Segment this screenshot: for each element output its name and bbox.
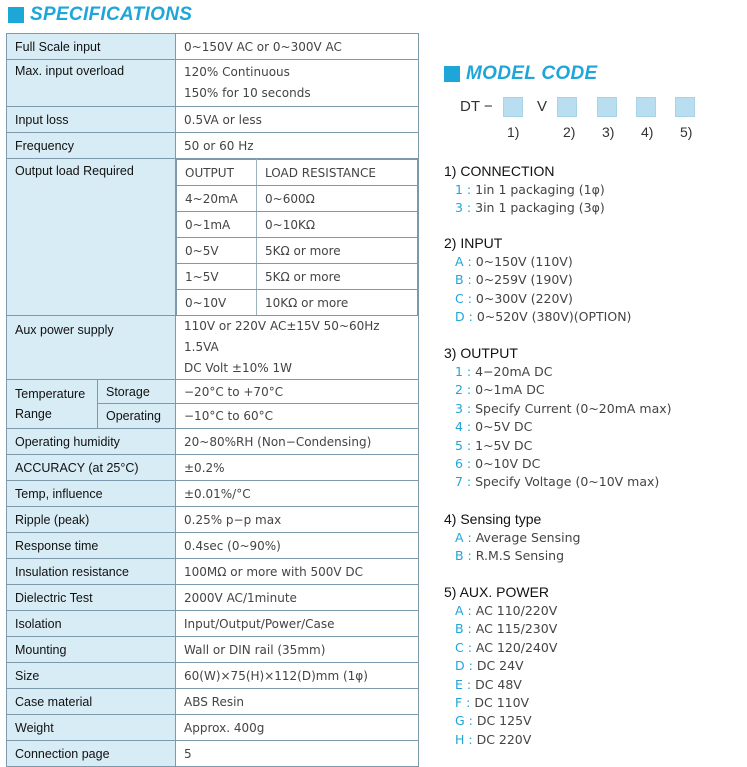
list-item: 2 : 0~1mA DC <box>455 382 545 398</box>
group-title: 5) AUX. POWER <box>444 584 550 600</box>
load-resistance-value: 10KΩ or more <box>257 290 418 316</box>
load-resistance-value: 5KΩ or more <box>257 264 418 290</box>
spec-value: 0~150V AC or 0~300V AC <box>176 34 419 60</box>
code-box-1 <box>503 97 523 117</box>
output-load-grid <box>176 159 418 315</box>
spec-row <box>7 455 419 481</box>
model-mid-letter: V <box>537 98 548 115</box>
item-key: C <box>455 639 464 655</box>
spec-value: 50 or 60 Hz <box>176 133 419 159</box>
spec-label: Dielectric Test <box>7 585 176 611</box>
item-text: 4−20mA DC <box>475 364 553 379</box>
spec-value: ABS Resin <box>176 689 419 715</box>
output-load-row <box>177 186 418 212</box>
spec-row <box>7 60 419 107</box>
spec-label <box>7 380 98 429</box>
spec-row <box>7 559 419 585</box>
spec-label: Connection page <box>7 741 176 767</box>
code-position-label: 4) <box>641 124 654 140</box>
list-item: B : R.M.S Sensing <box>455 548 565 564</box>
item-text: R.M.S Sensing <box>475 548 565 564</box>
list-item: 1 : 1in 1 packaging (1φ) <box>455 182 605 197</box>
spec-value: 60(W)×75(H)×112(D)mm (1φ) <box>176 663 419 689</box>
spec-label: Size <box>7 663 176 689</box>
spec-label: Case material <box>7 689 176 715</box>
group-title: 2) INPUT <box>444 235 503 251</box>
item-key: D <box>455 309 465 325</box>
spec-value-line: 110V or 220V AC±15V 50~60Hz 1.5VA <box>184 319 380 354</box>
spec-row <box>7 316 419 380</box>
output-load-row <box>177 290 418 316</box>
spec-row <box>7 611 419 637</box>
output-load-table <box>176 159 419 316</box>
spec-value: 0.25% p−p max <box>176 507 419 533</box>
spec-label: Max. input overload <box>7 60 176 107</box>
spec-label: Full Scale input <box>7 34 176 60</box>
item-key: A <box>455 603 464 618</box>
output-header: OUTPUT <box>177 160 257 186</box>
item-key: 7 <box>455 474 463 490</box>
item-text: 0~300V (220V) <box>475 290 573 306</box>
item-text: 0~259V (190V) <box>475 272 573 288</box>
spec-row <box>7 533 419 559</box>
code-group-input <box>444 235 631 327</box>
code-group-connection <box>444 163 605 218</box>
item-key: 1 <box>455 364 463 379</box>
model-code-heading <box>444 63 597 85</box>
output-load-header-row <box>177 160 418 186</box>
spec-label: Aux power supply <box>7 316 176 380</box>
group-title: 4) Sensing type <box>444 511 542 527</box>
item-text: DC 48V <box>475 676 522 692</box>
group-title: 1) CONNECTION <box>444 163 555 179</box>
spec-label: Response time <box>7 533 176 559</box>
spec-row <box>7 34 419 60</box>
spec-value <box>176 316 419 380</box>
item-text: 3in 1 packaging (3φ) <box>475 200 605 216</box>
item-key: F <box>455 694 463 710</box>
list-item: 3 : Specify Current (0~20mA max) <box>455 400 672 416</box>
spec-row <box>7 133 419 159</box>
spec-row <box>7 481 419 507</box>
spec-row <box>7 637 419 663</box>
load-resistance-value: 0~600Ω <box>257 186 418 212</box>
code-box-3 <box>597 97 617 117</box>
output-value: 0~5V <box>177 238 257 264</box>
item-key: 1 <box>455 182 463 197</box>
item-text: DC 220V <box>476 731 532 747</box>
code-box-5 <box>675 97 695 117</box>
spec-row <box>7 689 419 715</box>
item-key: 2 <box>455 382 463 398</box>
item-key: H <box>455 731 465 747</box>
item-key: 3 <box>455 400 463 416</box>
list-item: 4 : 0~5V DC <box>455 419 533 435</box>
spec-label-line: Temperature <box>15 387 86 401</box>
specifications-heading <box>8 4 192 26</box>
spec-value: ±0.2% <box>176 455 419 481</box>
spec-row <box>7 715 419 741</box>
spec-value: 20~80%RH (Non−Condensing) <box>176 429 419 455</box>
code-box-2 <box>557 97 577 117</box>
code-box-4 <box>636 97 656 117</box>
spec-value: 100MΩ or more with 500V DC <box>176 559 419 585</box>
item-key: E <box>455 676 463 692</box>
item-text: AC 115/230V <box>475 621 558 637</box>
spec-value: −20°C to +70°C <box>176 380 419 404</box>
spec-sublabel: Operating <box>98 404 176 429</box>
code-group-sensing-type <box>444 511 580 566</box>
code-position-label: 3) <box>602 124 615 140</box>
list-item: A : Average Sensing <box>455 530 581 545</box>
item-text: 0~1mA DC <box>475 382 545 398</box>
load-resistance-value: 0~10KΩ <box>257 212 418 238</box>
spec-row <box>7 380 419 404</box>
spec-row <box>7 107 419 133</box>
heading-square-icon <box>444 66 460 82</box>
spec-label: Output load Required <box>7 159 176 316</box>
list-item: 6 : 0~10V DC <box>455 455 541 471</box>
spec-label: Insulation resistance <box>7 559 176 585</box>
item-text: Specify Current (0~20mA max) <box>475 400 672 416</box>
code-position-label: 5) <box>680 124 693 140</box>
list-item: C : 0~300V (220V) <box>455 290 573 306</box>
item-text: 0~150V (110V) <box>475 254 573 269</box>
item-key: G <box>455 713 465 729</box>
output-value: 0~10V <box>177 290 257 316</box>
spec-row <box>7 159 419 316</box>
item-text: 0~520V (380V)(OPTION) <box>476 309 632 325</box>
item-key: 3 <box>455 200 463 216</box>
item-key: B <box>455 272 464 288</box>
item-key: A <box>455 254 464 269</box>
spec-value <box>176 60 419 107</box>
spec-value-line: 120% Continuous <box>184 65 290 79</box>
output-value: 1~5V <box>177 264 257 290</box>
output-load-row <box>177 264 418 290</box>
list-item: A : AC 110/220V <box>455 603 558 618</box>
list-item: 5 : 1~5V DC <box>455 437 533 453</box>
list-item: E : DC 48V <box>455 676 522 692</box>
item-text: 0~5V DC <box>475 419 533 435</box>
spec-value: Approx. 400g <box>176 715 419 741</box>
item-text: DC 24V <box>476 658 524 674</box>
item-text: Average Sensing <box>475 530 581 545</box>
output-value: 0~1mA <box>177 212 257 238</box>
list-item: B : 0~259V (190V) <box>455 272 573 288</box>
spec-label: Mounting <box>7 637 176 663</box>
spec-sublabel: Storage <box>98 380 176 404</box>
item-key: B <box>455 548 464 564</box>
spec-label: Operating humidity <box>7 429 176 455</box>
load-resistance-value: 5KΩ or more <box>257 238 418 264</box>
item-key: B <box>455 621 464 637</box>
code-position-label: 2) <box>563 124 576 140</box>
item-text: DC 125V <box>476 713 532 729</box>
item-key: 4 <box>455 419 463 435</box>
spec-value: 0.5VA or less <box>176 107 419 133</box>
spec-value: Input/Output/Power/Case <box>176 611 419 637</box>
spec-label: Frequency <box>7 133 176 159</box>
spec-label: Isolation <box>7 611 176 637</box>
code-group-aux-power <box>444 584 557 749</box>
spec-value-line: DC Volt ±10% 1W <box>184 361 292 375</box>
list-item: B : AC 115/230V <box>455 621 558 637</box>
item-key: D <box>455 658 465 674</box>
output-value: 4~20mA <box>177 186 257 212</box>
list-item: D : DC 24V <box>455 658 524 674</box>
spec-value: ±0.01%/°C <box>176 481 419 507</box>
specifications-title: SPECIFICATIONS <box>30 4 193 25</box>
specifications-table <box>6 33 419 767</box>
item-text: AC 110/220V <box>475 603 558 618</box>
item-text: 1~5V DC <box>475 437 533 453</box>
spec-row <box>7 585 419 611</box>
list-item: F : DC 110V <box>455 694 530 710</box>
group-title: 3) OUTPUT <box>444 345 518 361</box>
spec-row <box>7 429 419 455</box>
spec-label: Ripple (peak) <box>7 507 176 533</box>
item-text: Specify Voltage (0~10V max) <box>475 474 660 490</box>
spec-label: Input loss <box>7 107 176 133</box>
spec-row <box>7 663 419 689</box>
load-resistance-header: LOAD RESISTANCE <box>257 160 418 186</box>
spec-value: 0.4sec (0~90%) <box>176 533 419 559</box>
list-item: 1 : 4−20mA DC <box>455 364 553 379</box>
item-key: A <box>455 530 464 545</box>
item-key: C <box>455 290 464 306</box>
item-key: 6 <box>455 455 463 471</box>
item-text: DC 110V <box>474 694 530 710</box>
item-key: 5 <box>455 437 463 453</box>
list-item: 3 : 3in 1 packaging (3φ) <box>455 200 605 216</box>
list-item: G : DC 125V <box>455 713 532 729</box>
spec-row <box>7 741 419 767</box>
spec-value: 2000V AC/1minute <box>176 585 419 611</box>
model-code-title: MODEL CODE <box>466 63 598 84</box>
spec-value-line: 150% for 10 seconds <box>184 86 311 100</box>
list-item: H : DC 220V <box>455 731 532 747</box>
list-item: D : 0~520V (380V)(OPTION) <box>455 309 632 325</box>
heading-square-icon <box>8 7 24 23</box>
spec-label: Temp, influence <box>7 481 176 507</box>
list-item: 7 : Specify Voltage (0~10V max) <box>455 474 660 490</box>
output-load-row <box>177 212 418 238</box>
code-group-output <box>444 345 672 492</box>
list-item: A : 0~150V (110V) <box>455 254 573 269</box>
spec-value: −10°C to 60°C <box>176 404 419 429</box>
code-position-label: 1) <box>507 124 520 140</box>
spec-label: Weight <box>7 715 176 741</box>
item-text: 0~10V DC <box>475 455 541 471</box>
spec-row <box>7 507 419 533</box>
item-text: 1in 1 packaging (1φ) <box>475 182 605 197</box>
spec-label: ACCURACY (at 25°C) <box>7 455 176 481</box>
spec-label-line: Range <box>15 407 52 421</box>
item-text: AC 120/240V <box>475 639 558 655</box>
output-load-row <box>177 238 418 264</box>
model-prefix: DT − <box>460 98 493 115</box>
spec-value: Wall or DIN rail (35mm) <box>176 637 419 663</box>
list-item: C : AC 120/240V <box>455 639 558 655</box>
spec-value: 5 <box>176 741 419 767</box>
